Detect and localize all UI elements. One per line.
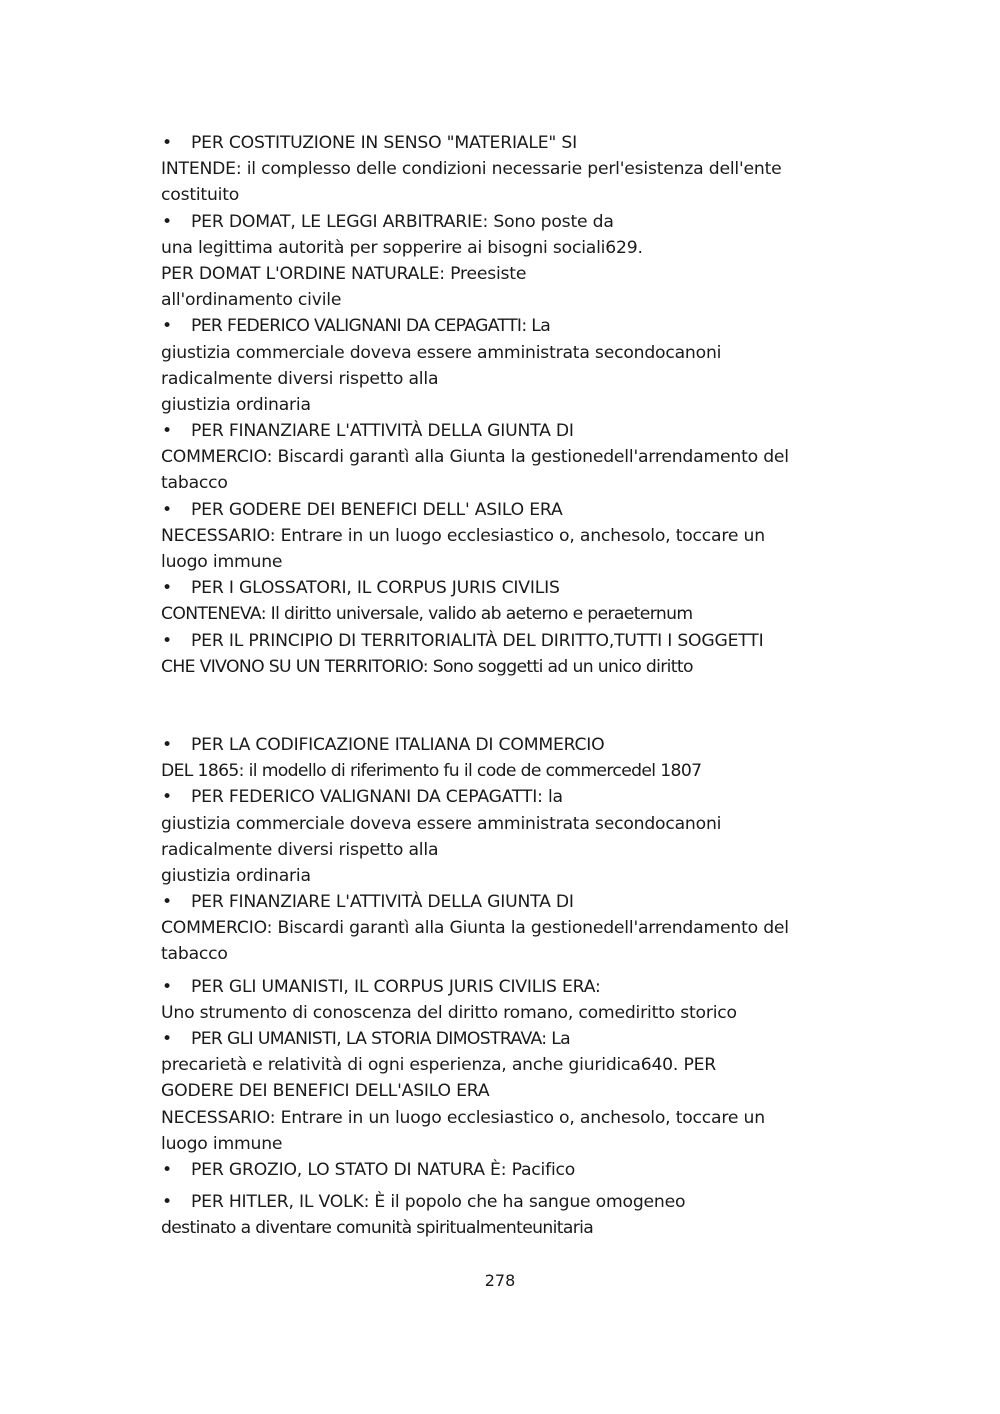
entry-heading bbox=[161, 313, 861, 339]
entry-text-line: giustizia commerciale doveva essere amministrata secondocanoni bbox=[161, 342, 722, 363]
entry-text-line: giustizia ordinaria bbox=[161, 394, 311, 415]
entry-heading bbox=[161, 497, 861, 523]
entry-text-line: costituito bbox=[161, 185, 240, 206]
entry-heading-text: PER GROZIO, LO STATO DI NATURA È: Pacifico bbox=[191, 1159, 576, 1180]
entry-heading-text: PER GLI UMANISTI, LA STORIA DIMOSTRAVA: La bbox=[191, 1029, 571, 1049]
entry-text-line: luogo immune bbox=[161, 1133, 283, 1154]
entry-heading-text: PER HITLER, IL VOLK: È il popolo che ha sangue omogeneo bbox=[191, 1192, 686, 1213]
bullet-icon: • bbox=[162, 976, 172, 997]
entry-heading-text: PER LA CODIFICAZIONE ITALIANA DI COMMERCIO bbox=[191, 734, 605, 755]
entry-heading-text: PER IL PRINCIPIO DI TERRITORIALITÀ DEL DIRITTO,TUTTI I SOGGETTI bbox=[191, 630, 764, 651]
bullet-icon: • bbox=[162, 1159, 172, 1180]
entry-text-line: GODERE DEI BENEFICI DELL'ASILO ERA bbox=[161, 1081, 490, 1102]
bullet-icon: • bbox=[162, 578, 172, 599]
entry-heading-text: PER FINANZIARE L'ATTIVITÀ DELLA GIUNTA DI bbox=[191, 892, 574, 913]
entry-text-line: tabacco bbox=[161, 944, 228, 965]
entry-heading bbox=[161, 1189, 861, 1215]
entry-text-line: tabacco bbox=[161, 473, 228, 494]
entry-text-line: DEL 1865: il modello di riferimento fu il code de commercedel 1807 bbox=[161, 761, 702, 782]
bullet-icon: • bbox=[162, 316, 172, 337]
bullet-icon: • bbox=[162, 211, 172, 232]
entry-text-line: INTENDE: il complesso delle condizioni necessarie perl'esistenza dell'ente bbox=[161, 159, 782, 180]
entry-text-line: radicalmente diversi rispetto alla bbox=[161, 368, 439, 389]
entry-heading bbox=[161, 418, 861, 444]
entry-text-line: destinato a diventare comunità spiritualmenteunitaria bbox=[161, 1218, 594, 1239]
entry-heading bbox=[161, 1157, 861, 1183]
bullet-icon: • bbox=[162, 630, 172, 651]
entry-heading-text: PER FINANZIARE L'ATTIVITÀ DELLA GIUNTA DI bbox=[191, 421, 574, 442]
document-body bbox=[161, 130, 861, 1242]
entry-heading bbox=[161, 628, 861, 654]
entry-text-line: giustizia commerciale doveva essere amministrata secondocanoni bbox=[161, 813, 722, 834]
entry-text-line: radicalmente diversi rispetto alla bbox=[161, 839, 439, 860]
entry-text-line: NECESSARIO: Entrare in un luogo ecclesiastico o, anchesolo, toccare un bbox=[161, 525, 765, 546]
bullet-icon: • bbox=[162, 133, 172, 153]
bullet-icon: • bbox=[162, 499, 172, 520]
entry-heading bbox=[161, 209, 861, 235]
entry-text-line: COMMERCIO: Biscardi garantì alla Giunta la gestionedell'arrendamento del bbox=[161, 447, 789, 468]
entry-text-line: NECESSARIO: Entrare in un luogo ecclesiastico o, anchesolo, toccare un bbox=[161, 1107, 765, 1128]
entry-heading bbox=[161, 575, 861, 601]
entry-heading bbox=[161, 130, 861, 156]
entry-text-line: CHE VIVONO SU UN TERRITORIO: Sono soggetti ad un unico diritto bbox=[161, 656, 693, 677]
entry-text-line: COMMERCIO: Biscardi garantì alla Giunta la gestionedell'arrendamento del bbox=[161, 918, 789, 939]
bullet-icon: • bbox=[162, 1029, 172, 1049]
entry-heading-text: PER FEDERICO VALIGNANI DA CEPAGATTI: La bbox=[191, 316, 551, 337]
entry-heading-text: PER COSTITUZIONE IN SENSO "MATERIALE" SI bbox=[191, 133, 577, 153]
bullet-icon: • bbox=[162, 421, 172, 442]
entry-heading-text: PER DOMAT, LE LEGGI ARBITRARIE: Sono poste da bbox=[191, 211, 614, 232]
bullet-icon: • bbox=[162, 1192, 172, 1213]
bullet-icon: • bbox=[162, 892, 172, 913]
page-number: 278 bbox=[484, 1271, 516, 1290]
entry-text-line: giustizia ordinaria bbox=[161, 865, 311, 886]
entry-text-line: all'ordinamento civile bbox=[161, 290, 342, 311]
entry-heading-text: PER GLI UMANISTI, IL CORPUS JURIS CIVILIS ERA: bbox=[191, 976, 601, 997]
entry-heading bbox=[161, 1026, 861, 1052]
entry-heading bbox=[161, 974, 861, 1000]
entry-text-line: PER DOMAT L'ORDINE NATURALE: Preesiste bbox=[161, 263, 527, 284]
bullet-icon: • bbox=[162, 734, 172, 755]
entry-text-line: Uno strumento di conoscenza del diritto romano, comediritto storico bbox=[161, 1002, 737, 1023]
bullet-icon: • bbox=[162, 787, 172, 808]
entry-heading-text: PER FEDERICO VALIGNANI DA CEPAGATTI: la bbox=[191, 787, 563, 808]
entry-heading bbox=[161, 889, 861, 915]
entry-heading-text: PER I GLOSSATORI, IL CORPUS JURIS CIVILIS bbox=[191, 578, 560, 599]
entry-text-line: luogo immune bbox=[161, 552, 283, 572]
entry-text-line: una legittima autorità per sopperire ai bisogni sociali629. bbox=[161, 237, 643, 258]
section-gap bbox=[161, 680, 861, 732]
entry-text-line: precarietà e relatività di ogni esperienza, anche giuridica640. PER bbox=[161, 1055, 717, 1076]
entry-text-line: CONTENEVA: Il diritto universale, valido ab aeterno e peraeternum bbox=[161, 604, 693, 625]
entry-heading bbox=[161, 784, 861, 810]
entry-heading bbox=[161, 732, 861, 758]
entry-heading-text: PER GODERE DEI BENEFICI DELL' ASILO ERA bbox=[191, 499, 563, 520]
